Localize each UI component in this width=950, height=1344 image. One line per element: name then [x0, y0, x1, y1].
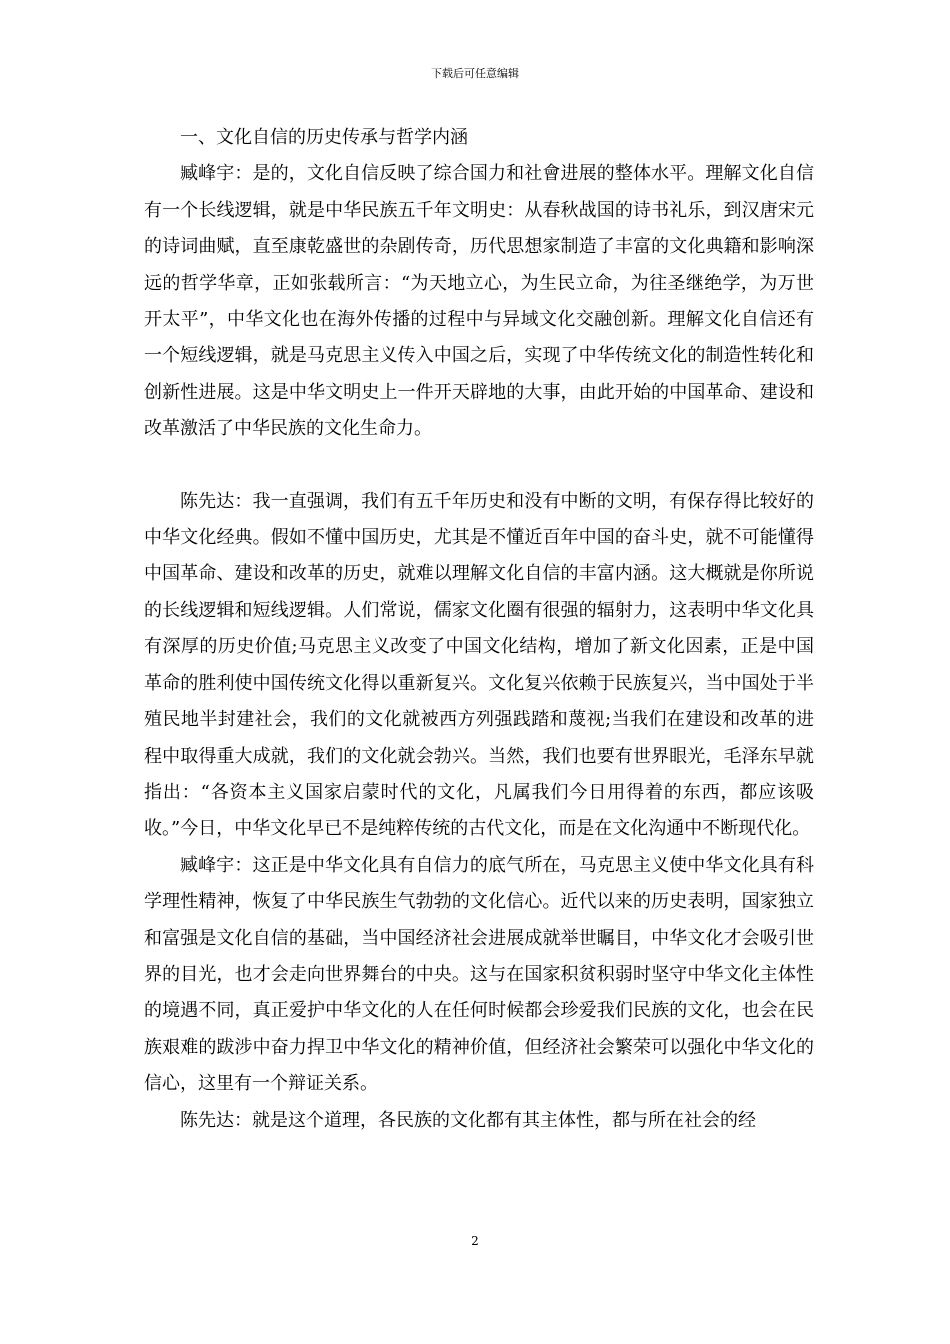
document-body	[144, 120, 814, 1139]
page-number: 2	[471, 1234, 479, 1248]
paragraph-1: 臧峰宇：是的，文化自信反映了综合国力和社會进展的整体水平。理解文化自信有一个长线逻辑，就是中华民族五千年文明史：从春秋战国的诗书礼乐，到汉唐宋元的诗词曲赋，直至康乾盛世的杂剧传奇，历代思想家制造了丰富的文化典籍和影响深远的哲学华章，正如张载所言：“为天地立心，为生民立命，为往圣继绝学，为万世开太平”，中华文化也在海外传播的过程中与异域文化交融创新。理解文化自信还有一个短线逻辑，就是马克思主义传入中国之后，实现了中华传统文化的制造性转化和创新性进展。这是中华文明史上一件开天辟地的大事，由此开始的中国革命、建设和改革激活了中华民族的文化生命力。	[144, 163, 814, 440]
section-heading: 一、文化自信的历史传承与哲学内涵	[180, 127, 468, 148]
paragraph-4: 陈先达：就是这个道理，各民族的文化都有其主体性，都与所在社会的经	[180, 1109, 756, 1131]
paragraph-3: 臧峰宇：这正是中华文化具有自信力的底气所在，马克思主义使中华文化具有科学理性精神，恢复了中华民族生气勃勃的文化信心。近代以来的历史表明，国家独立和富强是文化自信的基础，当中国经济社会进展成就举世瞩目，中华文化才会吸引世界的目光，也才会走向世界舞台的中央。这与在国家积贫积弱时坚守中华文化主体性的境遇不同，真正爱护中华文化的人在任何时候都会珍爱我们民族的文化，也会在民族艰难的跋涉中奋力捍卫中华文化的精神价值，但经济社会繁荣可以强化中华文化的信心，这里有一个辩证关系。	[144, 854, 814, 1095]
paragraph-spacer	[144, 448, 814, 484]
paragraph-2: 陈先达：我一直强调，我们有五千年历史和没有中断的文明，有保存得比较好的中华文化经典。假如不懂中国历史，尤其是不懂近百年中国的奋斗史，就不可能懂得中国革命、建设和改革的历史，就难以理解文化自信的丰富内涵。这大概就是你所说的长线逻辑和短线逻辑。人们常说，儒家文化圈有很强的辐射力，这表明中华文化具有深厚的历史价值;马克思主义改变了中国文化结构，增加了新文化因素，正是中国革命的胜利使中国传统文化得以重新复兴。文化复兴依赖于民族复兴，当中国处于半殖民地半封建社会，我们的文化就被西方列强践踏和蔑视;当我们在建设和改革的进程中取得重大成就，我们的文化就会勃兴。当然，我们也要有世界眼光，毛泽东早就指出：“各资本主义国家启蒙时代的文化，凡属我们今日用得着的东西，都应该吸收。”今日，中华文化早已不是纯粹传统的古代文化，而是在文化沟通中不断现代化。	[144, 490, 814, 840]
page-header: 下载后可任意编辑	[431, 67, 519, 80]
